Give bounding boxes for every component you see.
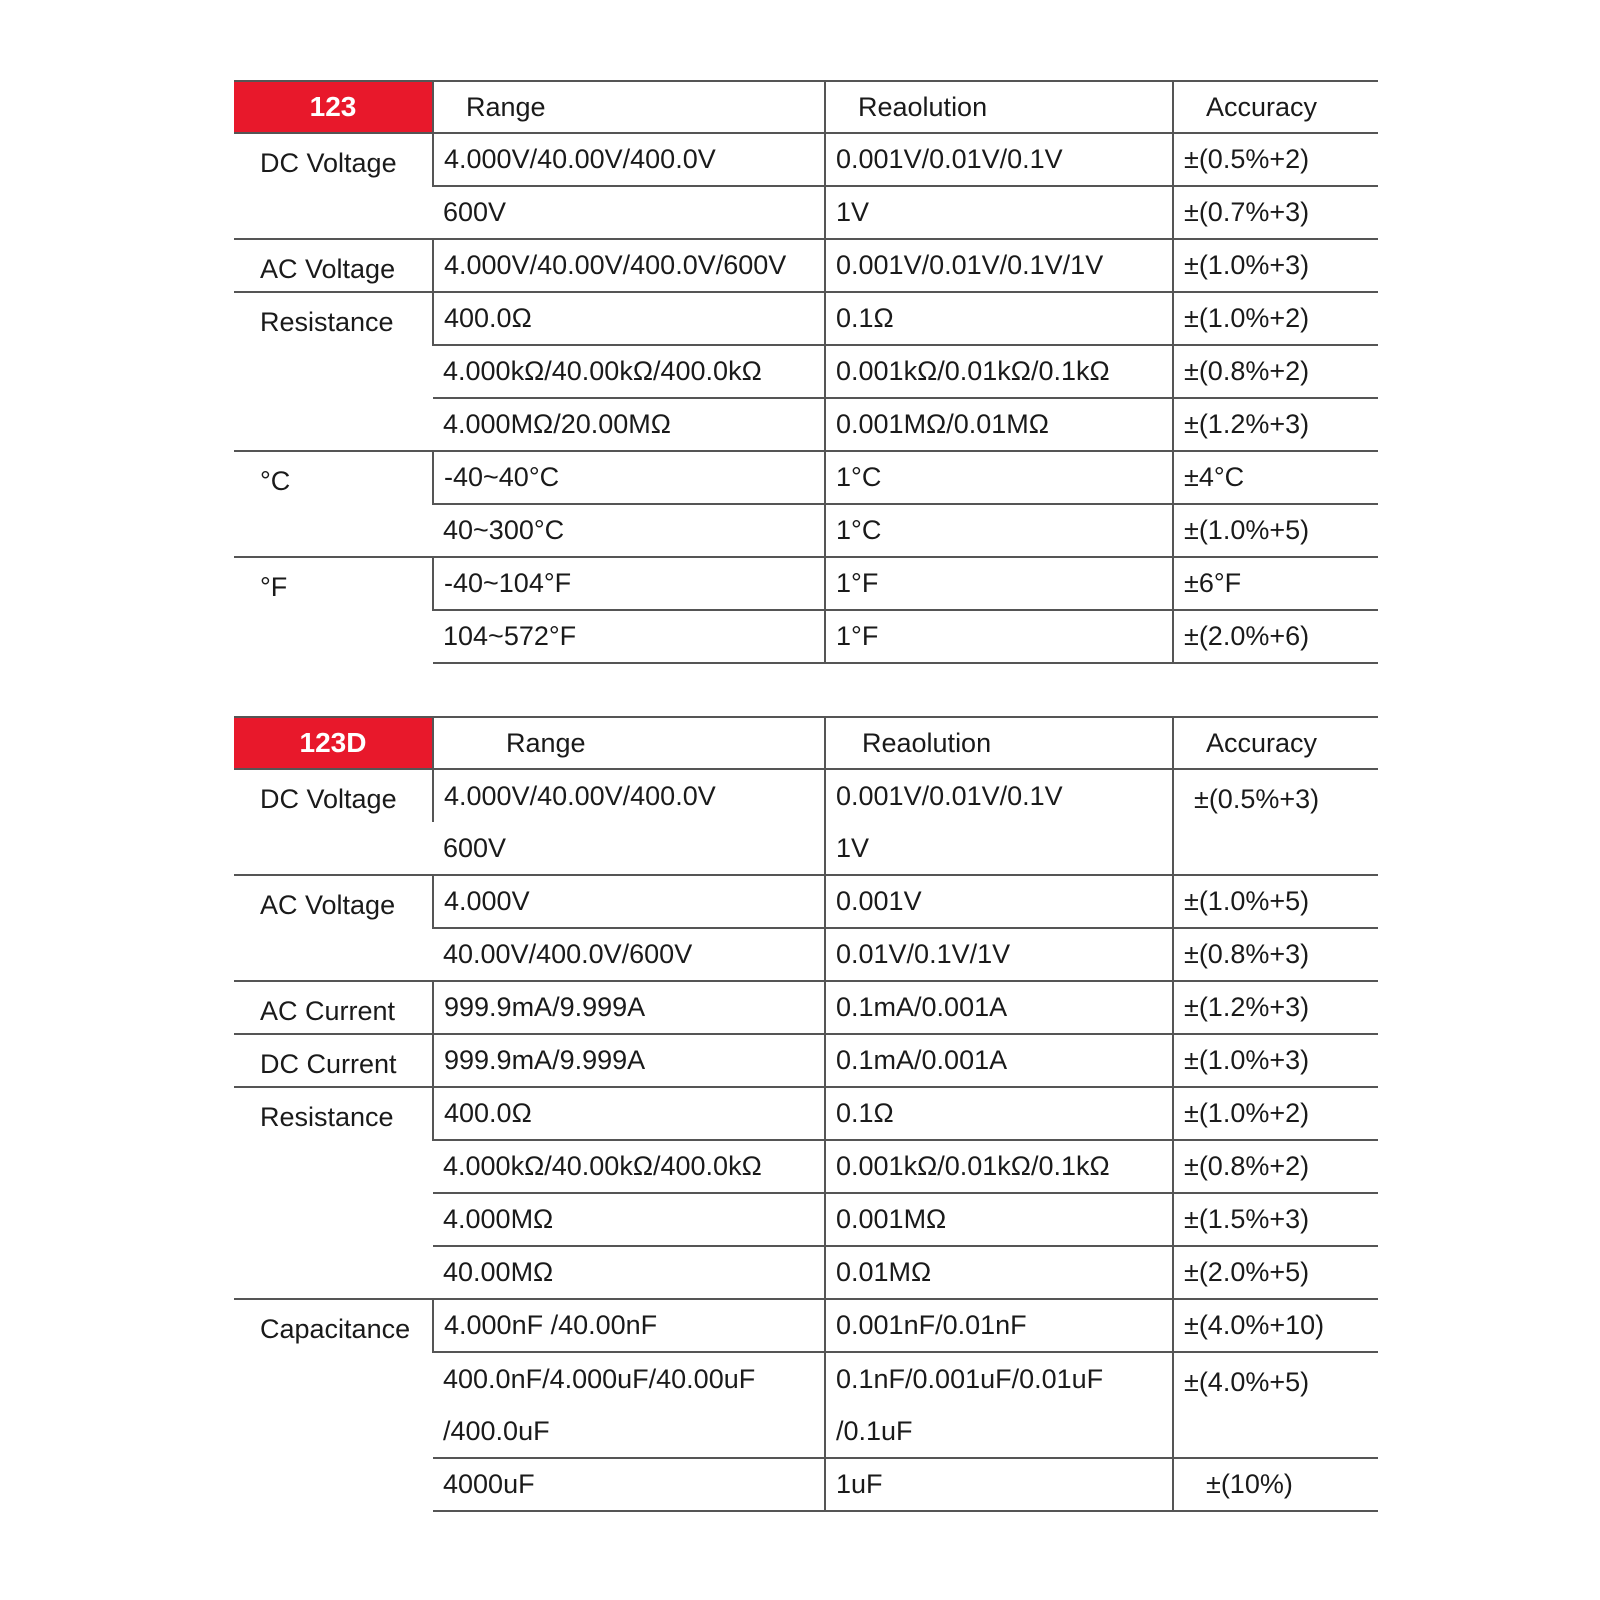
table-row: [234, 451, 1378, 504]
accuracy-cell: ±(1.0%+5): [1173, 504, 1378, 557]
range-cell: 40~300°C: [433, 504, 825, 557]
range-cell: 4000uF: [433, 1458, 825, 1511]
range-cell: -40~104°F: [433, 557, 825, 610]
accuracy-cell: ±(1.2%+3): [1173, 981, 1378, 1034]
range-cell: 999.9mA/9.999A: [433, 981, 825, 1034]
accuracy-cell: ±(0.5%+3): [1173, 769, 1378, 875]
table-row: [234, 1087, 1378, 1140]
header-resolution: Reaolution: [825, 81, 1173, 133]
accuracy-cell: ±(0.7%+3): [1173, 186, 1378, 239]
accuracy-cell: ±(4.0%+10): [1173, 1299, 1378, 1352]
resolution-cell: 0.1nF/0.001uF/0.01uF: [825, 1352, 1173, 1405]
range-cell: 999.9mA/9.999A: [433, 1034, 825, 1087]
model-badge: 123: [234, 81, 433, 133]
range-cell: 600V: [433, 186, 825, 239]
function-label: °C: [234, 451, 433, 557]
accuracy-cell: ±(1.0%+2): [1173, 292, 1378, 345]
range-cell: 400.0Ω: [433, 1087, 825, 1140]
accuracy-cell: ±6°F: [1173, 557, 1378, 610]
range-cell: 400.0Ω: [433, 292, 825, 345]
range-cell: 40.00MΩ: [433, 1246, 825, 1299]
accuracy-cell: ±(2.0%+6): [1173, 610, 1378, 663]
range-cell: 4.000V/40.00V/400.0V: [433, 769, 825, 822]
header-range: Range: [433, 717, 825, 769]
resolution-cell: 0.1Ω: [825, 292, 1173, 345]
header-range: Range: [433, 81, 825, 133]
accuracy-cell: ±4°C: [1173, 451, 1378, 504]
resolution-cell: 1°F: [825, 557, 1173, 610]
resolution-cell: 0.001MΩ: [825, 1193, 1173, 1246]
accuracy-cell: ±(1.0%+5): [1173, 875, 1378, 928]
accuracy-cell: ±(1.2%+3): [1173, 398, 1378, 451]
range-cell: 4.000kΩ/40.00kΩ/400.0kΩ: [433, 1140, 825, 1193]
accuracy-cell: ±(10%): [1173, 1458, 1378, 1511]
resolution-cell: 0.001V/0.01V/0.1V: [825, 769, 1173, 822]
model-badge: 123D: [234, 717, 433, 769]
header-resolution: Reaolution: [825, 717, 1173, 769]
resolution-cell: 1°C: [825, 451, 1173, 504]
resolution-cell: 0.001MΩ/0.01MΩ: [825, 398, 1173, 451]
accuracy-cell: ±(0.8%+3): [1173, 928, 1378, 981]
resolution-cell: 0.1Ω: [825, 1087, 1173, 1140]
function-label: AC Voltage: [234, 239, 433, 292]
range-cell: 400.0nF/4.000uF/40.00uF: [433, 1352, 825, 1405]
range-cell: 4.000MΩ/20.00MΩ: [433, 398, 825, 451]
accuracy-cell: ±(1.0%+3): [1173, 1034, 1378, 1087]
table-row: [234, 1034, 1378, 1087]
accuracy-cell: ±(0.8%+2): [1173, 345, 1378, 398]
accuracy-cell: ±(4.0%+5): [1173, 1352, 1378, 1458]
resolution-cell: 0.001nF/0.01nF: [825, 1299, 1173, 1352]
resolution-cell: 1°C: [825, 504, 1173, 557]
resolution-cell: 0.001kΩ/0.01kΩ/0.1kΩ: [825, 1140, 1173, 1193]
spec-table-123: [234, 80, 1378, 664]
function-label: Capacitance: [234, 1299, 433, 1511]
resolution-cell: 1V: [825, 186, 1173, 239]
range-cell: /400.0uF: [443, 1415, 550, 1446]
function-label: Resistance: [234, 292, 433, 451]
table-row: [234, 239, 1378, 292]
resolution-cell: 1uF: [825, 1458, 1173, 1511]
table-header-row: [234, 81, 1378, 133]
resolution-cell: 0.001V/0.01V/0.1V: [825, 133, 1173, 186]
table-row: [234, 1299, 1378, 1352]
range-cell: 104~572°F: [433, 610, 825, 663]
range-cell: 4.000nF /40.00nF: [433, 1299, 825, 1352]
range-cell: 4.000V/40.00V/400.0V/600V: [433, 239, 825, 292]
table-row: [234, 557, 1378, 610]
table-row: [234, 769, 1378, 822]
function-label: Resistance: [234, 1087, 433, 1299]
function-label: DC Current: [234, 1034, 433, 1087]
function-label: DC Voltage: [234, 133, 433, 239]
range-cell: 4.000V: [433, 875, 825, 928]
accuracy-cell: ±(2.0%+5): [1173, 1246, 1378, 1299]
function-label: °F: [234, 557, 433, 663]
accuracy-cell: ±(1.5%+3): [1173, 1193, 1378, 1246]
resolution-cell: 0.1mA/0.001A: [825, 1034, 1173, 1087]
table-row: [234, 875, 1378, 928]
resolution-cell: 0.01V/0.1V/1V: [825, 928, 1173, 981]
table-row: [234, 981, 1378, 1034]
header-accuracy: Accuracy: [1173, 717, 1378, 769]
resolution-cell: /0.1uF: [825, 1405, 1173, 1458]
accuracy-cell: ±(0.5%+2): [1173, 133, 1378, 186]
spec-table-123d: [234, 716, 1378, 1512]
table-header-row: [234, 717, 1378, 769]
table-row: [234, 133, 1378, 186]
accuracy-cell: ±(0.8%+2): [1173, 1140, 1378, 1193]
resolution-cell: 1V: [825, 822, 1173, 875]
range-cell: 4.000V/40.00V/400.0V: [433, 133, 825, 186]
range-cell: 4.000kΩ/40.00kΩ/400.0kΩ: [433, 345, 825, 398]
resolution-cell: 0.001V: [825, 875, 1173, 928]
accuracy-cell: ±(1.0%+2): [1173, 1087, 1378, 1140]
range-cell: 40.00V/400.0V/600V: [433, 928, 825, 981]
resolution-cell: 1°F: [825, 610, 1173, 663]
function-label: AC Current: [234, 981, 433, 1034]
range-cell: 600V: [443, 832, 507, 863]
table-row: [234, 292, 1378, 345]
accuracy-cell: ±(1.0%+3): [1173, 239, 1378, 292]
header-accuracy: Accuracy: [1173, 81, 1378, 133]
function-label: DC Voltage: [234, 769, 433, 875]
resolution-cell: 0.01MΩ: [825, 1246, 1173, 1299]
resolution-cell: 0.001V/0.01V/0.1V/1V: [825, 239, 1173, 292]
resolution-cell: 0.001kΩ/0.01kΩ/0.1kΩ: [825, 345, 1173, 398]
resolution-cell: 0.1mA/0.001A: [825, 981, 1173, 1034]
range-cell: 4.000MΩ: [433, 1193, 825, 1246]
range-cell: -40~40°C: [433, 451, 825, 504]
function-label: AC Voltage: [234, 875, 433, 981]
